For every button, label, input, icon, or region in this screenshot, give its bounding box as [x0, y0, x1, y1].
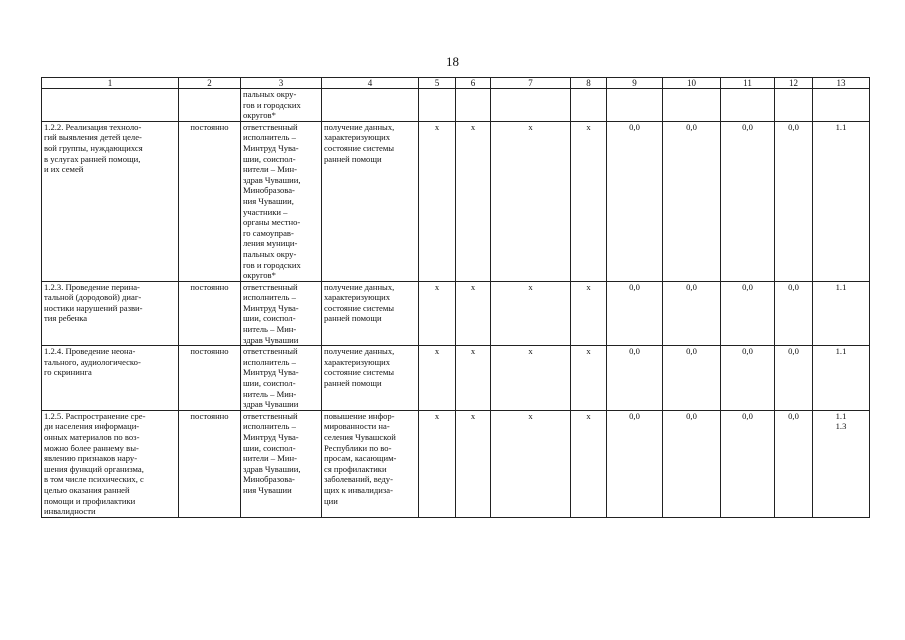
value-cell: 0,0 [775, 281, 813, 346]
col-header: 3 [241, 78, 322, 89]
col-header: 13 [813, 78, 870, 89]
value-cell: x [571, 410, 607, 517]
measures-table [41, 77, 870, 518]
value-cell: 0,0 [607, 346, 663, 411]
value-cell: x [419, 410, 456, 517]
period-cell: постоянно [179, 410, 241, 517]
col-header: 4 [322, 78, 419, 89]
target-indicator-cell: 1.1 [813, 121, 870, 281]
value-cell: x [419, 121, 456, 281]
col-header: 10 [663, 78, 721, 89]
result-cell: получение данных, характеризующих состояние системы ранней помощи [322, 121, 419, 281]
col-header: 6 [456, 78, 491, 89]
value-cell: x [491, 346, 571, 411]
value-cell: x [571, 346, 607, 411]
value-cell: 0,0 [663, 346, 721, 411]
value-cell: 0,0 [775, 410, 813, 517]
value-cell: x [456, 346, 491, 411]
col-header: 9 [607, 78, 663, 89]
value-cell: 0,0 [721, 121, 775, 281]
executor-cell: ответственный исполнитель – Минтруд Чува- шии, соиспол- нитель – Мин- здрав Чувашии [241, 281, 322, 346]
result-cell: получение данных, характеризующих состояние системы ранней помощи [322, 346, 419, 411]
target-indicator-cell: 1.1 [813, 346, 870, 411]
col-header: 12 [775, 78, 813, 89]
target-indicator-cell: 1.1 [813, 281, 870, 346]
page-number: 18 [446, 54, 459, 69]
value-cell: 0,0 [721, 346, 775, 411]
result-cell: получение данных, характеризующих состояние системы ранней помощи [322, 281, 419, 346]
result-cell: повышение инфор- мированности на- селения Чувашской Республики по во- просам, касающим- ся профилактики заболеваний, веду- щих к инвалидиза- ции [322, 410, 419, 517]
continuation-row [42, 89, 870, 122]
column-number-row [42, 78, 870, 89]
value-cell: x [571, 121, 607, 281]
measure-description: 1.2.2. Реализация техноло- гий выявления детей целе- вой группы, нуждающихся в услугах ранней помощи, и их семей [42, 121, 179, 281]
executor-cell: ответственный исполнитель – Минтруд Чува- шии, соиспол- нитель – Мин- здрав Чувашии [241, 346, 322, 411]
value-cell: 0,0 [663, 410, 721, 517]
executor-cell: ответственный исполнитель – Минтруд Чува- шии, соиспол- нители – Мин- здрав Чувашии, Минобразова- ния Чувашии [241, 410, 322, 517]
value-cell: x [491, 410, 571, 517]
table-row [42, 281, 870, 346]
col-header: 8 [571, 78, 607, 89]
table-row [42, 410, 870, 517]
measure-description: 1.2.4. Проведение неона- тального, аудиологическо- го скрининга [42, 346, 179, 411]
col-header: 11 [721, 78, 775, 89]
measure-description: 1.2.5. Распространение сре- ди населения информаци- онных материалов по воз- можно более раннему вы- явлению признаков нару- шения функций организма, в том числе психических, с целью оказания ранней помощи и профилактики инвалидности [42, 410, 179, 517]
value-cell: x [491, 281, 571, 346]
value-cell: x [571, 281, 607, 346]
period-cell: постоянно [179, 281, 241, 346]
col-header: 7 [491, 78, 571, 89]
col-header: 5 [419, 78, 456, 89]
value-cell: 0,0 [721, 281, 775, 346]
value-cell: 0,0 [607, 410, 663, 517]
value-cell: x [456, 410, 491, 517]
value-cell: 0,0 [607, 121, 663, 281]
value-cell: x [491, 121, 571, 281]
value-cell: 0,0 [663, 121, 721, 281]
executor-cell: ответственный исполнитель – Минтруд Чува- шии, соиспол- нители – Мин- здрав Чувашии, Минобразова- ния Чувашии, участники – органы местно- го самоуправ- ления муници- пальных окру- гов и городских округов* [241, 121, 322, 281]
value-cell: 0,0 [607, 281, 663, 346]
value-cell: 0,0 [775, 121, 813, 281]
value-cell: 0,0 [663, 281, 721, 346]
value-cell: x [456, 281, 491, 346]
period-cell: постоянно [179, 346, 241, 411]
value-cell: 0,0 [775, 346, 813, 411]
table-row [42, 121, 870, 281]
value-cell: 0,0 [721, 410, 775, 517]
measure-description: 1.2.3. Проведение перина- тальной (дородовой) диаг- ностики нарушений разви- тия ребенка [42, 281, 179, 346]
value-cell: x [456, 121, 491, 281]
executor-cell: пальных окру- гов и городских округов* [241, 89, 322, 122]
period-cell: постоянно [179, 121, 241, 281]
table-row [42, 346, 870, 411]
value-cell: x [419, 346, 456, 411]
value-cell: x [419, 281, 456, 346]
target-indicator-cell: 1.1 1.3 [813, 410, 870, 517]
col-header: 1 [42, 78, 179, 89]
col-header: 2 [179, 78, 241, 89]
